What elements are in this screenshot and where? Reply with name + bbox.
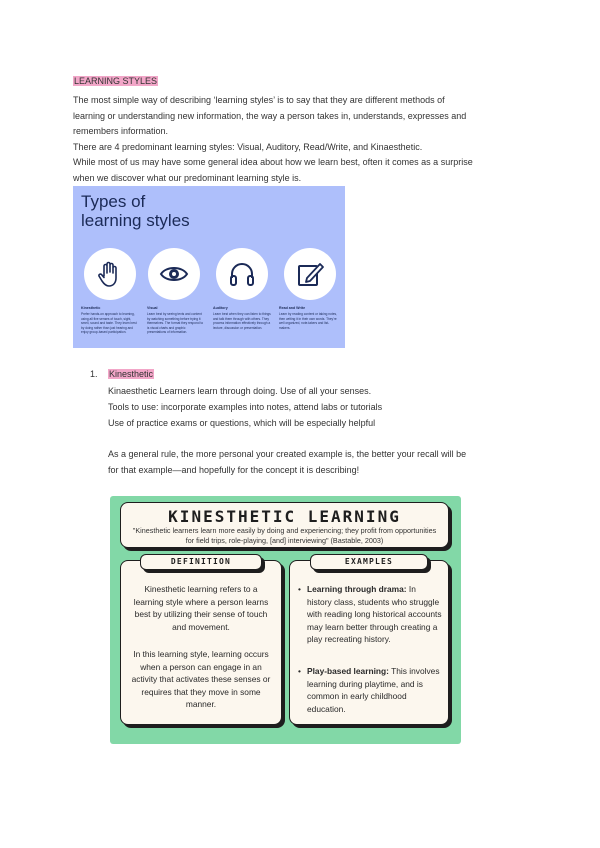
section-heading bbox=[73, 74, 158, 90]
intro-line-3: remembers information. bbox=[73, 126, 169, 136]
definition-box bbox=[120, 560, 282, 725]
pen-paper-icon bbox=[295, 259, 325, 289]
intro-line-2: learning or understanding new information, the way a person takes in, understands, expresses and bbox=[73, 110, 467, 121]
visual-description: Learn best by seeing texts and content by watching something before trying it themselves. The format they respond to is visual charts and graphic presentations of information. bbox=[147, 312, 204, 335]
rule-line-2: for that example—and hopefully for the concept it is describing! bbox=[108, 465, 360, 475]
rule-line-1: As a general rule, the more personal your created example is, the better your recall will be bbox=[108, 449, 467, 459]
visual-circle bbox=[148, 248, 200, 300]
section-line-3: Use of practice exams or questions, which will be especially helpful bbox=[108, 418, 376, 428]
definition-p1: Kinesthetic learning refers to a learning style where a person learns best by utilizing their sense of touch and movement. bbox=[133, 584, 269, 632]
types-of-learning-styles-image bbox=[73, 186, 345, 348]
definition-header: DEFINITION bbox=[140, 554, 262, 570]
eye-icon bbox=[159, 259, 189, 289]
section-line-2: Tools to use: incorporate examples into notes, attend labs or tutorials bbox=[108, 402, 383, 412]
definition-p2: In this learning style, learning occurs when a person can engage in an activity that activates these senses or requires that they move in some manner. bbox=[131, 649, 271, 710]
auditory-circle bbox=[216, 248, 268, 300]
example-2 bbox=[298, 665, 442, 715]
example-2-text: This involves learning during playtime, and is common in early childhood education. bbox=[307, 666, 440, 714]
headphones-icon bbox=[227, 259, 257, 289]
intro-line-4: There are 4 predominant learning styles: Visual, Auditory, Read/Write, and Kinaesthetic. bbox=[73, 141, 423, 152]
visual-label: Visual bbox=[147, 306, 158, 310]
read-write-label: Read and Write bbox=[279, 306, 306, 310]
example-1-term: Learning through drama: bbox=[307, 584, 407, 594]
hand-icon bbox=[95, 259, 125, 289]
intro-line-1: The most simple way of describing ‘learning styles’ is to say that they are different methods of bbox=[73, 95, 445, 105]
example-1-text: In history class, students who struggle with reading long historical accounts may learn better through creating a play recreating history. bbox=[307, 584, 442, 645]
example-1 bbox=[298, 583, 442, 646]
examples-box bbox=[289, 560, 449, 725]
bullet-icon: • bbox=[298, 666, 301, 676]
heading-text: LEARNING STYLES bbox=[74, 76, 158, 86]
card-title: KINESTHETIC LEARNING bbox=[168, 507, 401, 526]
kinesthetic-circle bbox=[84, 248, 136, 300]
kinesthetic-label: Kinesthetic bbox=[81, 306, 101, 310]
auditory-label: Auditory bbox=[213, 306, 228, 310]
types-title: Types of learning styles bbox=[81, 192, 190, 230]
bullet-icon: • bbox=[298, 584, 301, 594]
read-write-description: Learn by reading content or taking notes, then writing it in their own words. They're well organized, note-takers and list-makers. bbox=[279, 312, 337, 330]
card-quote: "Kinesthetic learners learn more easily by doing and experiencing; they profit from opportunities for field trips, role-playing, [and] interviewing" (Bastable, 2003) bbox=[132, 526, 437, 545]
section-number: 1. bbox=[90, 369, 98, 379]
read-write-circle bbox=[284, 248, 336, 300]
kinesthetic-learning-card bbox=[110, 496, 461, 744]
auditory-description: Learn best when they can listen to things and talk them through with others. They process information effectively through a lecture, discussion or presentation. bbox=[213, 312, 271, 330]
section-title-text: Kinesthetic bbox=[109, 369, 154, 379]
intro-line-6: when we discover what our predominant learning style is. bbox=[73, 172, 302, 183]
intro-line-5: While most of us may have some general idea about how we learn best, often it comes as a surprise bbox=[73, 157, 473, 167]
card-header-box bbox=[120, 502, 449, 548]
section-title bbox=[108, 367, 154, 383]
section-line-1: Kinaesthetic Learners learn through doing. Use of all your senses. bbox=[108, 386, 372, 396]
examples-header: EXAMPLES bbox=[310, 554, 428, 570]
example-2-term: Play-based learning: bbox=[307, 666, 389, 676]
kinesthetic-description: Prefer hands-on approach to learning, using all five senses of touch, sight, smell, sound and taste. They learn best by doing rather than just hearing and enjoy group-based participation. bbox=[81, 312, 137, 335]
